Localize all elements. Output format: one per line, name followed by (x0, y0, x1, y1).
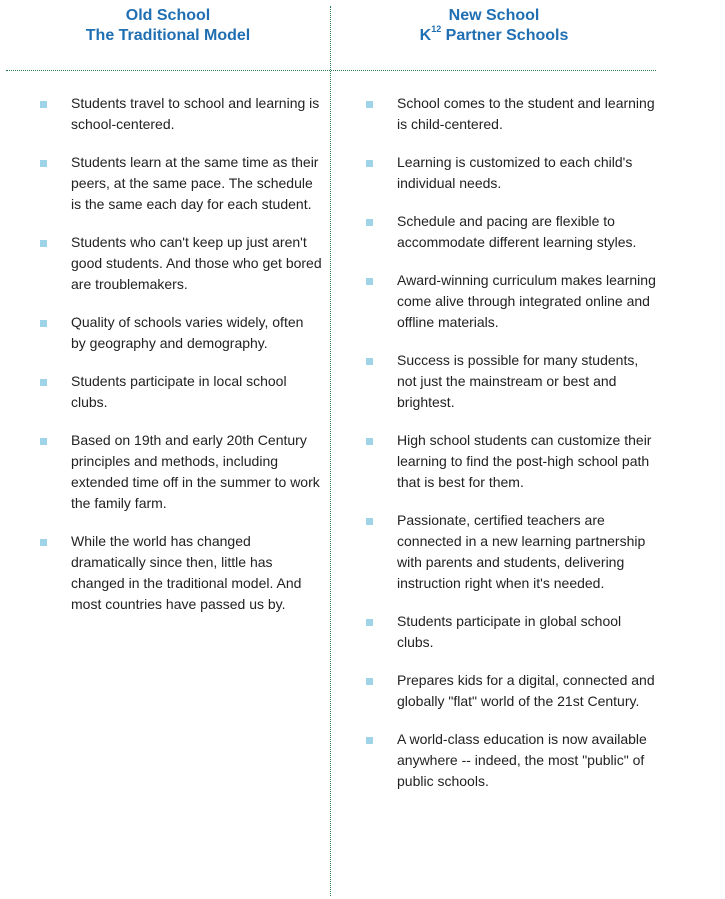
brand-k: K (419, 27, 432, 44)
column-divider (330, 6, 331, 896)
list-item-text: Based on 19th and early 20th Century principles and methods, including extended time off in the summer to work the family farm. (71, 432, 320, 511)
partner-schools-text: Partner Schools (441, 27, 569, 44)
square-bullet-icon (40, 320, 47, 327)
list-item-text: Students travel to school and learning is school-centered. (71, 95, 320, 132)
list-item-text: While the world has changed dramatically since then, little has changed in the traditional model. And most countries have passed us by. (71, 533, 302, 612)
old-school-title: Old School (125, 7, 211, 24)
list-item (366, 270, 656, 333)
list-item (366, 211, 656, 253)
list-item (366, 510, 656, 594)
list-item (366, 729, 656, 792)
list-item (40, 93, 322, 135)
list-item (40, 312, 322, 354)
list-item (366, 350, 656, 413)
square-bullet-icon (40, 539, 47, 546)
square-bullet-icon (366, 619, 373, 626)
list-item (40, 430, 322, 514)
list-item-text: Students participate in local school clubs. (71, 373, 287, 410)
list-item-text: Schedule and pacing are flexible to accommodate different learning styles. (397, 213, 637, 250)
list-item (40, 232, 322, 295)
square-bullet-icon (366, 219, 373, 226)
old-school-list (40, 93, 322, 632)
list-item (366, 430, 656, 493)
list-item-text: Prepares kids for a digital, connected and globally "flat" world of the 21st Century. (397, 672, 655, 709)
partner-schools-subtitle (334, 23, 654, 46)
square-bullet-icon (40, 101, 47, 108)
square-bullet-icon (366, 438, 373, 445)
square-bullet-icon (40, 240, 47, 247)
list-item-text: A world-class education is now available anywhere -- indeed, the most "public" of public schools. (397, 731, 647, 789)
square-bullet-icon (366, 518, 373, 525)
header-divider (6, 70, 656, 71)
square-bullet-icon (366, 678, 373, 685)
list-item-text: Students who can't keep up just aren't good students. And those who get bored are troublemakers. (71, 234, 322, 292)
list-item-text: Students participate in global school clubs. (397, 613, 622, 650)
list-item-text: Success is possible for many students, not just the mainstream or best and brightest. (397, 352, 639, 410)
new-school-title: New School (448, 7, 540, 24)
list-item (366, 611, 656, 653)
list-item-text: Award-winning curriculum makes learning come alive through integrated online and offline materials. (397, 272, 656, 330)
old-school-heading (8, 6, 328, 46)
square-bullet-icon (366, 101, 373, 108)
list-item (366, 93, 656, 135)
list-item-text: High school students can customize their learning to find the post-high school path that is best for them. (397, 432, 652, 490)
list-item (366, 152, 656, 194)
traditional-model-subtitle: The Traditional Model (85, 27, 251, 44)
list-item-text: Quality of schools varies widely, often by geography and demography. (71, 314, 304, 351)
square-bullet-icon (40, 438, 47, 445)
square-bullet-icon (366, 160, 373, 167)
square-bullet-icon (40, 160, 47, 167)
list-item-text: School comes to the student and learning is child-centered. (397, 95, 655, 132)
list-item (366, 670, 656, 712)
list-item-text: Passionate, certified teachers are connected in a new learning partnership with parents and students, delivering instruction right when it's needed. (397, 512, 646, 591)
list-item (40, 152, 322, 215)
new-school-list (366, 93, 656, 809)
new-school-heading (334, 6, 654, 46)
list-item-text: Learning is customized to each child's individual needs. (397, 154, 633, 191)
brand-superscript: 12 (431, 23, 442, 34)
list-item (40, 531, 322, 615)
square-bullet-icon (40, 379, 47, 386)
square-bullet-icon (366, 737, 373, 744)
list-item (40, 371, 322, 413)
square-bullet-icon (366, 358, 373, 365)
square-bullet-icon (366, 278, 373, 285)
list-item-text: Students learn at the same time as their peers, at the same pace. The schedule is the same each day for each student. (71, 154, 319, 212)
